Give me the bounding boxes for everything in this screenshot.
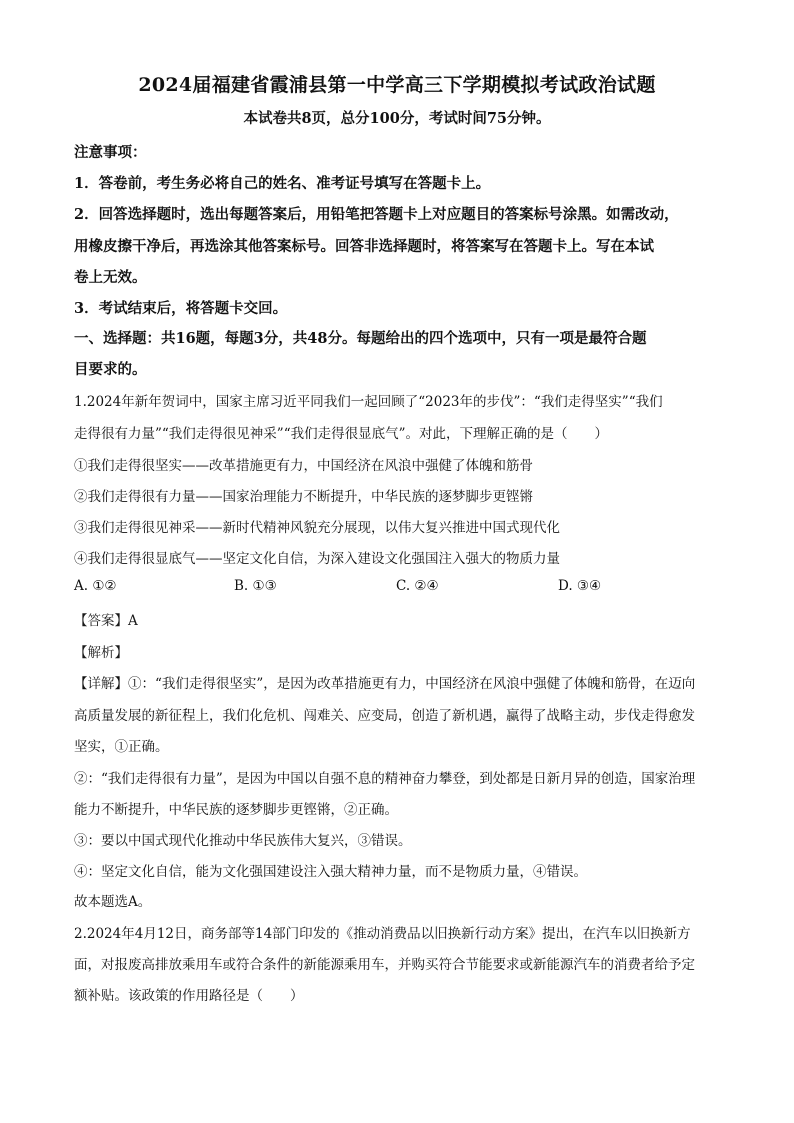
q1-detail-line-7: ④：坚定文化自信，能为文化强国建设注入强大精神力量，而不是物质力量，④错误。 [74, 864, 587, 880]
exam-subtitle: 本试卷共8页，总分100分，考试时间75分钟。 [243, 110, 551, 127]
notice-item-3: 3．考试结束后，将答题卡交回。 [74, 300, 288, 317]
q2-stem-line-3: 额补贴。该政策的作用路径是（ ） [74, 988, 304, 1004]
q1-stem-line-2: 走得很有力量”“我们走得很见神采”“我们走得很显底气”。对此，下理解正确的是（ ） [74, 426, 609, 442]
q1-statement-2: ②我们走得很有力量——国家治理能力不断提升，中华民族的逐梦脚步更铿锵 [74, 489, 533, 505]
notice-item-1: 1．答卷前，考生务必将自己的姓名、准考证号填写在答题卡上。 [74, 175, 491, 192]
notice-heading: 注意事项： [74, 144, 147, 161]
q2-stem-line-1: 2.2024年4月12日，商务部等14部门印发的《推动消费品以旧换新行动方案》提出，在汽车以旧换新方 [74, 926, 691, 942]
q2-stem-line-2: 面，对报废高排放乘用车或符合条件的新能源乘用车，并购买符合节能要求或新能源汽车的消费者给予定 [74, 957, 695, 973]
q1-option-d: D. ③④ [558, 578, 602, 594]
section-heading-line-2: 目要求的。 [74, 361, 147, 378]
q1-detail-line-3: 坚实，①正确。 [74, 739, 169, 755]
notice-item-2-line-3: 卷上无效。 [74, 269, 147, 286]
q1-detail-line-6: ③：要以中国式现代化推动中华民族伟大复兴，③错误。 [74, 833, 412, 849]
section-heading-line-1: 一、选择题：共16题，每题3分，共48分。每题给出的四个选项中，只有一项是最符合题 [74, 330, 647, 347]
q1-answer: 【答案】A [74, 613, 138, 629]
q1-option-c: C. ②④ [396, 578, 439, 594]
q1-detail-line-5: 能力不断提升，中华民族的逐梦脚步更铿锵，②正确。 [74, 802, 398, 818]
q1-detail-line-2: 高质量发展的新征程上，我们化危机、闯难关、应变局，创造了新机遇，赢得了战略主动，步伐走得愈发 [74, 708, 695, 724]
q1-statement-4: ④我们走得很显底气——坚定文化自信，为深入建设文化强国注入强大的物质力量 [74, 551, 560, 567]
q1-detail-line-4: ②：“我们走得很有力量”，是因为中国以自强不息的精神奋力攀登，到处都是日新月异的创造，国家治理 [74, 771, 696, 787]
q1-statement-1: ①我们走得很坚实——改革措施更有力，中国经济在风浪中强健了体魄和筋骨 [74, 458, 533, 474]
exam-title: 2024届福建省霞浦县第一中学高三下学期模拟考试政治试题 [138, 74, 656, 96]
q1-detail-line-1: 【详解】①：“我们走得很坚实”，是因为改革措施更有力，中国经济在风浪中强健了体魄和筋骨，在迈向 [74, 676, 696, 692]
notice-item-2-line-1: 2．回答选择题时，选出每题答案后，用铅笔把答题卡上对应题目的答案标号涂黑。如需改动， [74, 206, 679, 223]
q1-statement-3: ③我们走得很见神采——新时代精神风貌充分展现，以伟大复兴推进中国式现代化 [74, 520, 560, 536]
q1-analysis-label: 【解析】 [74, 645, 128, 661]
q1-option-b: B. ①③ [234, 578, 277, 594]
q1-option-a: A. ①② [74, 578, 117, 594]
q1-stem-line-1: 1.2024年新年贺词中，国家主席习近平同我们一起回顾了“2023年的步伐”：“我们走得坚实”“我们 [74, 394, 663, 410]
notice-item-2-line-2: 用橡皮擦干净后，再选涂其他答案标号。回答非选择题时，将答案写在答题卡上。写在本试 [74, 238, 654, 255]
q1-conclusion: 故本题选A。 [74, 894, 152, 910]
